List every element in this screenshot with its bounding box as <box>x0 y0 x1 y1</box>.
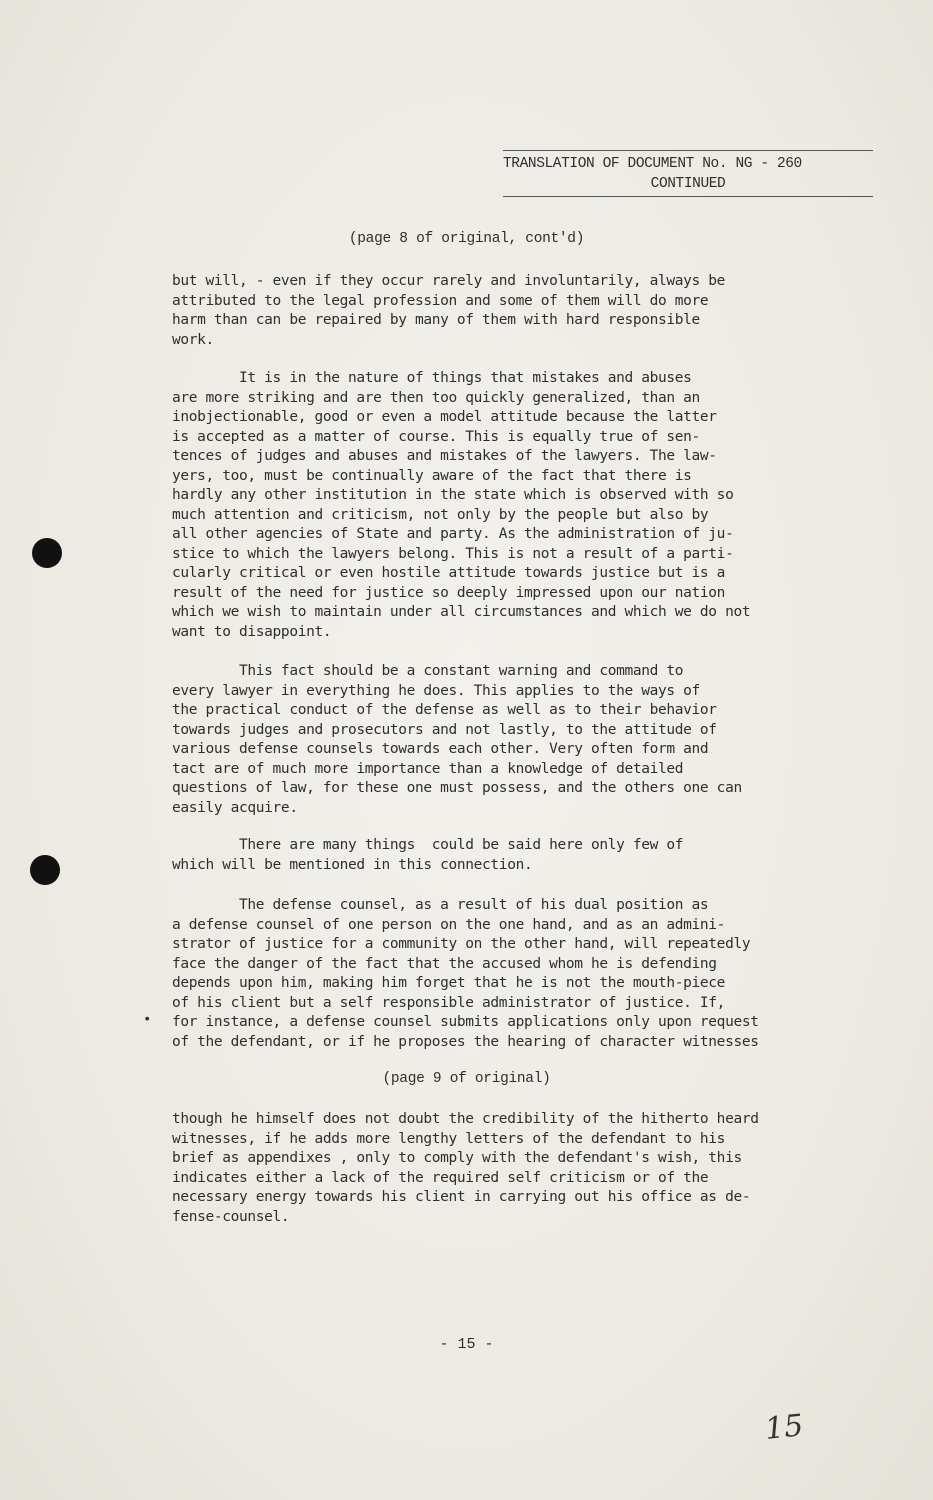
paragraph-2: It is in the nature of things that mistakes and abuses are more striking and are then too quickly generalized, than an inobjectionable, good or even a model attitude because the latter is accepted as a matter of course. This is equally true of sen- tences of judges and abuses and mistakes of the lawyers. The law- yers, too, must be continually aware of the fact that there is hardly any other institution in the state which is observed with so much attention and criticism, not only by the people but also by all other agencies of State and party. As the administration of ju- stice to which the lawyers belong. This is not a result of a parti- cularly critical or even hostile attitude towards justice but is a result of the need for justice so deeply impressed upon our nation which we wish to maintain under all circumstances and which we do not want to disappoint. <box>172 370 751 640</box>
page-number: - 15 - <box>439 1336 494 1353</box>
handwritten-page-number: 15 <box>763 1408 805 1447</box>
paragraph-1: but will, - even if they occur rarely and involuntarily, always be attributed to the legal profession and some of them will do more harm than can be repaired by many of them with hard responsible work. <box>172 273 726 348</box>
header-rule-bottom <box>503 196 873 197</box>
continued-label: CONTINUED <box>650 176 726 192</box>
page-reference-original-9: (page 9 of original) <box>382 1071 551 1087</box>
paragraph-4: There are many things could be said here only few of which will be mentioned in this connection. <box>172 837 684 873</box>
paragraph-5: The defense counsel, as a result of his dual position as a defense counsel of one person on the one hand, and as an admini- strator of justice for a community on the other hand, will repeatedly face the danger of the fact that the accused whom he is defending depends upon him, making him forget that he is not the mouth-piece of his client but a self responsible administrator of justice. If, for instance, a defense counsel submits applications only upon request of the defendant, or if he proposes the hearing of character witnesses <box>172 897 759 1050</box>
punch-hole-bottom <box>30 855 60 885</box>
punch-hole-top <box>32 538 62 568</box>
margin-mark: • <box>143 1012 152 1028</box>
paragraph-3: This fact should be a constant warning and command to every lawyer in everything he does. This applies to the ways of the practical conduct of the defense as well as to their behavior towards judges and prosecutors and not lastly, to the attitude of various defense counsels towards each other. Very often form and tact are of much more importance than a knowledge of detailed questions of law, for these one must possess, and the others one can easily acquire. <box>172 663 742 816</box>
header-rule-top <box>503 150 873 151</box>
page-reference-original-8: (page 8 of original, cont'd) <box>348 231 585 247</box>
document-title: TRANSLATION OF DOCUMENT No. NG - 260 <box>503 156 802 172</box>
paragraph-6: though he himself does not doubt the credibility of the hitherto heard witnesses, if he adds more lengthy letters of the defendant to his brief as appendixes , only to comply with the defendant's wish, this indicates either a lack of the required self criticism or of the necessary energy towards his client in carrying out his office as de- fense-counsel. <box>172 1111 759 1225</box>
